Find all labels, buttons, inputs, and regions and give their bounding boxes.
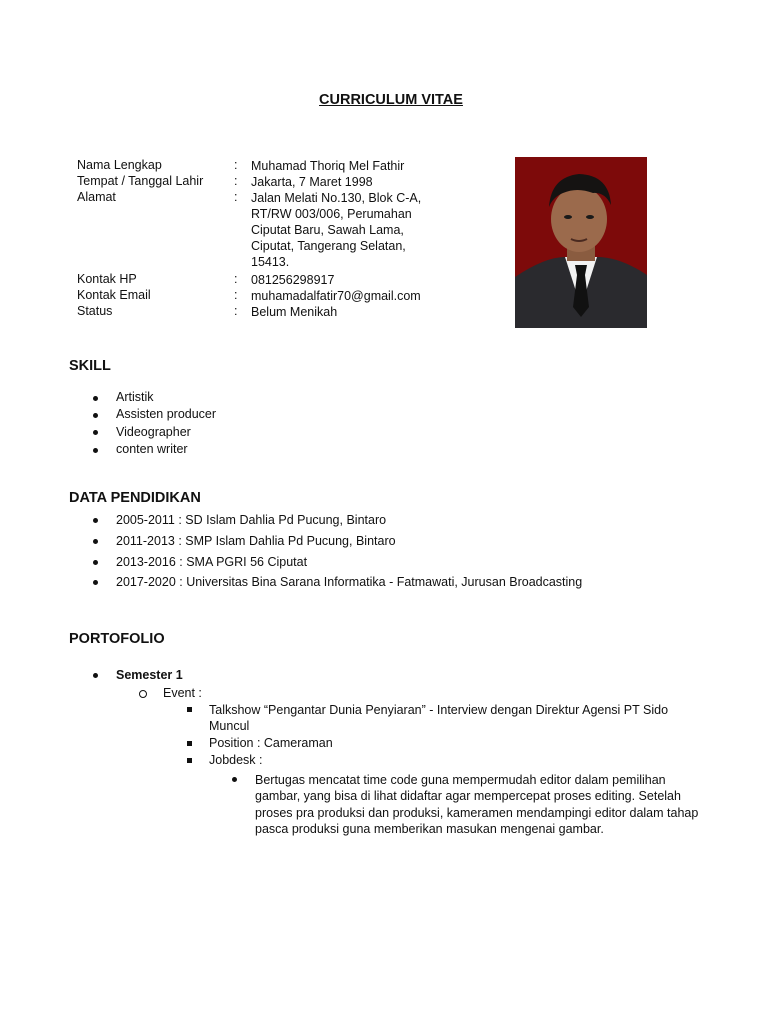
bullet-icon	[232, 777, 237, 782]
colon: :	[234, 158, 238, 172]
colon: :	[234, 174, 238, 188]
value-email: muhamadalfatir70@gmail.com	[251, 289, 421, 303]
event-name-line2: Muncul	[209, 719, 250, 733]
square-bullet-icon	[187, 758, 192, 763]
bullet-icon	[93, 560, 98, 565]
value-birth: Jakarta, 7 Maret 1998	[251, 175, 373, 189]
profile-photo	[515, 157, 647, 328]
jobdesk-label: Jobdesk :	[209, 753, 263, 767]
bullet-icon	[93, 413, 98, 418]
value-status: Belum Menikah	[251, 305, 338, 319]
event-name-line1: Talkshow “Pengantar Dunia Penyiaran” - Interview dengan Direktur Agensi PT Sido	[209, 703, 669, 717]
colon: :	[234, 304, 238, 318]
jobdesk-description: Bertugas mencatat time code guna mempermudah editor dalam pemilihan gambar, yang bisa di lihat didaftar agar mempercepat proses editing. Setelah proses pra produksi dan produksi, kameramen mendampingi editor dalam tahap pasca produksi guna memberikan masukan mengenai gambar.	[255, 773, 699, 836]
square-bullet-icon	[187, 741, 192, 746]
bullet-icon	[93, 448, 98, 453]
bullet-icon	[93, 396, 98, 401]
label-full-name: Nama Lengkap	[77, 158, 162, 172]
square-bullet-icon	[187, 707, 192, 712]
bullet-icon	[93, 430, 98, 435]
label-address: Alamat	[77, 190, 116, 204]
page-title: CURRICULUM VITAE	[319, 92, 463, 108]
position-text: Position : Cameraman	[209, 736, 333, 750]
bullet-icon	[93, 673, 98, 678]
label-birth: Tempat / Tanggal Lahir	[77, 174, 204, 188]
colon: :	[234, 190, 238, 204]
colon: :	[234, 288, 238, 302]
label-phone: Kontak HP	[77, 272, 137, 286]
skill-item: conten writer	[116, 442, 188, 456]
education-heading: DATA PENDIDIKAN	[69, 490, 201, 506]
bullet-icon	[93, 580, 98, 585]
value-phone: 081256298917	[251, 273, 335, 287]
semester-label: Semester 1	[116, 668, 183, 682]
label-status: Status	[77, 304, 113, 318]
event-label: Event :	[163, 686, 202, 700]
bullet-icon	[93, 539, 98, 544]
skill-item: Artistik	[116, 390, 154, 404]
skill-heading: SKILL	[69, 358, 111, 374]
profile-photo-illustration	[515, 157, 647, 328]
skill-item: Videographer	[116, 425, 191, 439]
value-address: Jalan Melati No.130, Blok C-A, RT/RW 003/006, Perumahan Ciputat Baru, Sawah Lama, Ciputat, Tangerang Selatan, 15413.	[251, 191, 422, 269]
circle-bullet-icon	[139, 690, 147, 698]
education-item: 2005-2011 : SD Islam Dahlia Pd Pucung, Bintaro	[116, 513, 387, 527]
education-item: 2013-2016 : SMA PGRI 56 Ciputat	[116, 555, 308, 569]
portfolio-heading: PORTOFOLIO	[69, 631, 165, 647]
colon: :	[234, 272, 238, 286]
education-item: 2017-2020 : Universitas Bina Sarana Informatika - Fatmawati, Jurusan Broadcasting	[116, 575, 583, 589]
education-item: 2011-2013 : SMP Islam Dahlia Pd Pucung, Bintaro	[116, 534, 396, 548]
bullet-icon	[93, 518, 98, 523]
value-full-name: Muhamad Thoriq Mel Fathir	[251, 159, 405, 173]
label-email: Kontak Email	[77, 288, 151, 302]
skill-item: Assisten producer	[116, 407, 217, 421]
